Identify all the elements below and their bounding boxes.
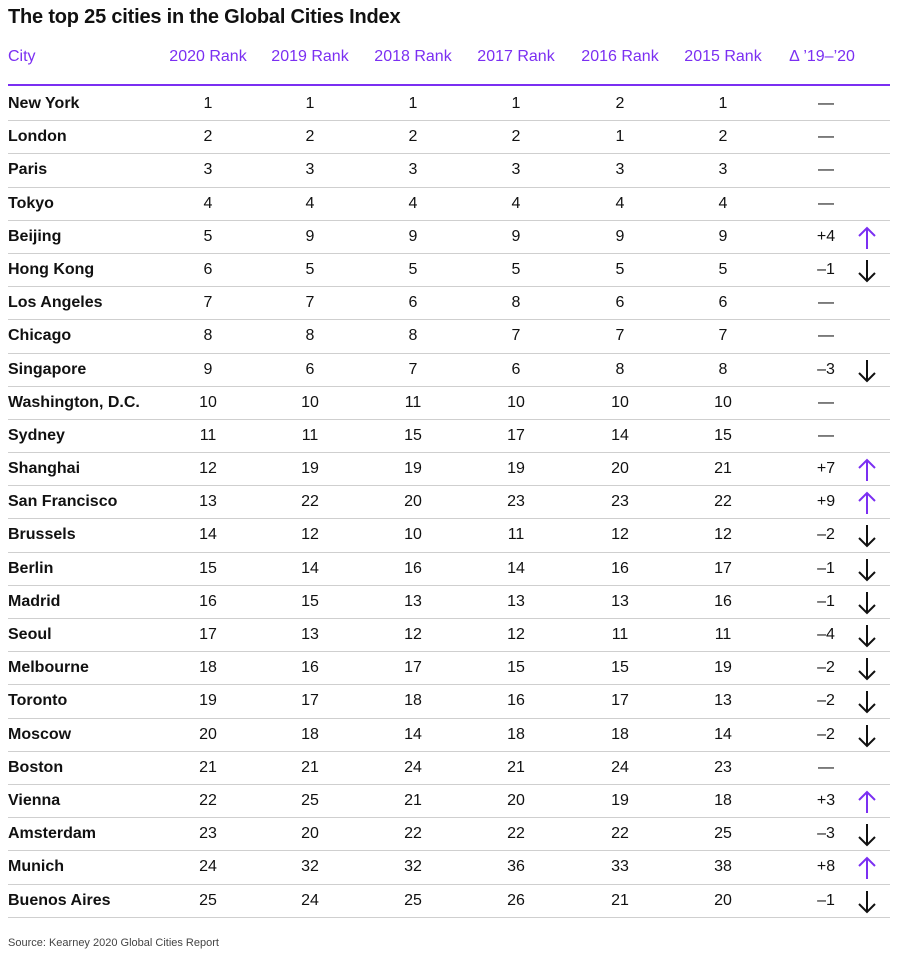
rank-2016: 20 [611, 460, 629, 478]
rank-2016: 12 [611, 526, 629, 544]
rank-2020: 4 [203, 194, 213, 212]
rank-2018: 11 [404, 393, 422, 411]
table-row [8, 188, 890, 221]
rank-2015: 13 [714, 692, 732, 710]
rank-2020: 6 [203, 260, 213, 278]
table-row [8, 752, 890, 785]
table-row [8, 685, 890, 718]
rank-2018: 15 [404, 426, 422, 444]
rank-change: +7 [816, 460, 836, 478]
rank-2017: 2 [511, 128, 521, 146]
city-name: Shanghai [8, 460, 81, 478]
table-row [8, 287, 890, 320]
rank-2016: 1 [615, 128, 625, 146]
table-row [8, 387, 890, 420]
rank-2017: 26 [507, 891, 525, 909]
rank-2016: 7 [615, 327, 625, 345]
city-name: Toronto [8, 692, 68, 710]
city-name: Brussels [8, 526, 76, 544]
rank-2015: 8 [718, 360, 728, 378]
rank-2020: 12 [199, 460, 217, 478]
table-body [8, 88, 890, 918]
table-row [8, 420, 890, 453]
rank-2018: 10 [404, 526, 422, 544]
rank-2016: 6 [615, 294, 625, 312]
rank-2017: 8 [511, 294, 521, 312]
rank-2017: 14 [507, 559, 525, 577]
rank-2015: 11 [714, 626, 732, 643]
rank-2015: 12 [714, 526, 732, 544]
rank-2020: 9 [203, 360, 213, 378]
rank-change: –2 [817, 692, 835, 710]
rank-2019: 17 [301, 692, 319, 710]
arrow-down-icon [856, 523, 878, 549]
rank-2019: 11 [301, 426, 319, 444]
rank-2015: 2 [718, 128, 728, 146]
rank-2017: 3 [511, 161, 521, 179]
arrow-up-icon [856, 855, 878, 881]
rank-2015: 6 [718, 294, 728, 312]
rank-2016: 4 [615, 194, 625, 212]
rank-2018: 24 [404, 758, 422, 776]
rank-change: — [818, 294, 834, 312]
table-row [8, 519, 890, 552]
column-header-2016: 2016 Rank [581, 48, 659, 65]
rank-2017: 21 [507, 758, 525, 776]
rank-2017: 16 [507, 692, 525, 710]
rank-change: –1 [817, 891, 835, 909]
rank-change: +4 [816, 227, 836, 245]
rank-2016: 2 [615, 95, 625, 112]
rank-2016: 3 [615, 161, 625, 179]
rank-2020: 10 [199, 393, 217, 411]
rank-2018: 32 [404, 858, 422, 876]
rank-2017: 20 [507, 791, 525, 809]
table-header [8, 42, 890, 82]
rank-2018: 20 [404, 493, 422, 511]
rank-2018: 6 [408, 294, 418, 312]
column-header-2017: 2017 Rank [477, 48, 555, 65]
rank-2016: 9 [615, 227, 625, 245]
header-rule [8, 84, 890, 86]
rank-change: — [818, 393, 834, 411]
table-row [8, 486, 890, 519]
rank-2018: 22 [404, 825, 422, 843]
rank-2015: 18 [714, 791, 732, 809]
rank-2017: 1 [511, 95, 521, 112]
city-name: San Francisco [8, 493, 118, 511]
rank-2018: 4 [408, 194, 418, 212]
table-row [8, 254, 890, 287]
rank-2018: 13 [404, 592, 422, 610]
rank-2018: 21 [404, 791, 422, 809]
rank-2017: 11 [507, 526, 525, 544]
rank-2020: 19 [199, 692, 217, 710]
rank-2015: 10 [714, 393, 732, 411]
table-row [8, 586, 890, 619]
rank-2019: 10 [301, 393, 319, 411]
city-name: Beijing [8, 227, 62, 245]
rank-2015: 5 [718, 260, 728, 278]
rank-2019: 5 [305, 260, 315, 278]
rank-2017: 5 [511, 260, 521, 278]
arrow-down-icon [856, 623, 878, 649]
rank-2015: 15 [714, 426, 732, 444]
rank-2015: 19 [714, 659, 732, 677]
rank-change: +8 [816, 858, 836, 876]
rank-2020: 22 [199, 791, 217, 809]
rank-2018: 17 [404, 659, 422, 677]
chart-title: The top 25 cities in the Global Cities Index [8, 6, 401, 28]
city-name: New York [8, 95, 80, 112]
column-header-2020: 2020 Rank [169, 48, 247, 65]
column-header-delta: Δ ’19–’20 [789, 48, 855, 65]
table-row [8, 818, 890, 851]
rank-2016: 24 [611, 758, 629, 776]
city-name: Washington, D.C. [8, 393, 140, 411]
rank-2015: 14 [714, 725, 732, 743]
rank-2016: 21 [611, 891, 629, 909]
table-row [8, 851, 890, 884]
rank-2015: 1 [718, 95, 728, 112]
arrow-down-icon [856, 358, 878, 384]
rank-change: –4 [817, 626, 835, 643]
rank-2020: 5 [203, 227, 213, 245]
rank-2020: 13 [199, 493, 217, 511]
rank-2019: 24 [301, 891, 319, 909]
rank-2017: 13 [507, 592, 525, 610]
rank-2019: 1 [305, 95, 315, 112]
rank-2017: 9 [511, 227, 521, 245]
rank-2018: 2 [408, 128, 418, 146]
table-row [8, 320, 890, 353]
table-row [8, 354, 890, 387]
rank-2017: 15 [507, 659, 525, 677]
rank-change: –2 [817, 526, 835, 544]
rank-2019: 7 [305, 294, 315, 312]
rank-2017: 6 [511, 360, 521, 378]
column-header-city: City [8, 48, 36, 65]
source-note: Source: Kearney 2020 Global Cities Report [8, 937, 219, 949]
rank-change: — [818, 327, 834, 345]
rank-2016: 14 [611, 426, 629, 444]
city-name: Sydney [8, 426, 65, 444]
rank-change: –1 [817, 592, 835, 610]
rank-2020: 25 [199, 891, 217, 909]
arrow-down-icon [856, 822, 878, 848]
rank-change: –2 [817, 725, 835, 743]
rank-2017: 22 [507, 825, 525, 843]
arrow-down-icon [856, 723, 878, 749]
rank-2016: 23 [611, 493, 629, 511]
rank-2018: 16 [404, 559, 422, 577]
rank-2017: 10 [507, 393, 525, 411]
rank-change: +3 [816, 791, 836, 809]
city-name: Munich [8, 858, 64, 876]
rank-change: — [818, 194, 834, 212]
rank-2015: 25 [714, 825, 732, 843]
table-row [8, 121, 890, 154]
table-row [8, 553, 890, 586]
rank-2015: 23 [714, 758, 732, 776]
rank-2020: 16 [199, 592, 217, 610]
rank-2015: 7 [718, 327, 728, 345]
rank-2018: 14 [404, 725, 422, 743]
table-row [8, 885, 890, 918]
rank-change: –2 [817, 659, 835, 677]
table-row [8, 652, 890, 685]
rank-2019: 21 [301, 758, 319, 776]
rank-2020: 7 [203, 294, 213, 312]
city-name: Tokyo [8, 194, 54, 212]
rank-2017: 12 [507, 626, 525, 643]
arrow-up-icon [856, 789, 878, 815]
city-name: Boston [8, 758, 64, 776]
rank-2018: 18 [404, 692, 422, 710]
rank-2019: 25 [301, 791, 319, 809]
city-name: London [8, 128, 67, 146]
rank-change: –3 [817, 360, 835, 378]
rank-2018: 8 [408, 327, 418, 345]
rank-2020: 24 [199, 858, 217, 876]
rank-2019: 15 [301, 592, 319, 610]
rank-change: — [818, 758, 834, 776]
city-name: Melbourne [8, 659, 89, 677]
table-row [8, 785, 890, 818]
rank-2019: 16 [301, 659, 319, 677]
rank-2020: 14 [199, 526, 217, 544]
rank-2018: 25 [404, 891, 422, 909]
rank-2016: 17 [611, 692, 629, 710]
rank-2016: 19 [611, 791, 629, 809]
rank-2016: 16 [611, 559, 629, 577]
table-row [8, 619, 890, 652]
rank-change: –3 [817, 825, 835, 843]
rank-2017: 17 [507, 426, 525, 444]
rank-2015: 38 [714, 858, 732, 876]
rank-2018: 1 [408, 95, 418, 112]
rank-2015: 17 [714, 559, 732, 577]
rank-2020: 20 [199, 725, 217, 743]
rank-2017: 18 [507, 725, 525, 743]
rank-2019: 12 [301, 526, 319, 544]
arrow-down-icon [856, 656, 878, 682]
rank-change: — [818, 426, 834, 444]
rank-change: –1 [817, 260, 835, 278]
table-row [8, 154, 890, 187]
rank-2016: 15 [611, 659, 629, 677]
rank-2018: 12 [404, 626, 422, 643]
city-name: Chicago [8, 327, 72, 345]
rank-2020: 15 [199, 559, 217, 577]
rank-2018: 3 [408, 161, 418, 179]
rank-2019: 13 [301, 626, 319, 643]
city-name: Amsterdam [8, 825, 97, 843]
arrow-down-icon [856, 689, 878, 715]
city-name: Los Angeles [8, 294, 103, 312]
rank-2020: 3 [203, 161, 213, 179]
column-header-2015: 2015 Rank [684, 48, 762, 65]
city-name: Hong Kong [8, 260, 95, 278]
city-name: Paris [8, 161, 48, 179]
rank-2020: 1 [203, 95, 213, 112]
rank-2017: 36 [507, 858, 525, 876]
rank-change: — [818, 95, 834, 112]
rank-change: –1 [817, 559, 835, 577]
rank-2017: 23 [507, 493, 525, 511]
rank-2015: 4 [718, 194, 728, 212]
city-name: Buenos Aires [8, 891, 111, 909]
rank-2017: 4 [511, 194, 521, 212]
rank-2017: 7 [511, 327, 521, 345]
rank-2019: 18 [301, 725, 319, 743]
arrow-up-icon [856, 490, 878, 516]
city-name: Madrid [8, 592, 61, 610]
city-name: Seoul [8, 626, 52, 643]
rank-2019: 19 [301, 460, 319, 478]
rank-2018: 5 [408, 260, 418, 278]
rank-2015: 16 [714, 592, 732, 610]
rank-2019: 6 [305, 360, 315, 378]
table-row [8, 221, 890, 254]
rank-2020: 2 [203, 128, 213, 146]
rank-2019: 8 [305, 327, 315, 345]
rank-2020: 18 [199, 659, 217, 677]
rank-2019: 9 [305, 227, 315, 245]
rank-2015: 3 [718, 161, 728, 179]
rank-2020: 21 [199, 758, 217, 776]
rank-2019: 4 [305, 194, 315, 212]
rank-2017: 19 [507, 460, 525, 478]
arrow-down-icon [856, 557, 878, 583]
rank-change: — [818, 128, 834, 146]
rank-2016: 13 [611, 592, 629, 610]
rank-2016: 5 [615, 260, 625, 278]
column-header-2019: 2019 Rank [271, 48, 349, 65]
rank-2019: 32 [301, 858, 319, 876]
table-row [8, 453, 890, 486]
rank-2019: 20 [301, 825, 319, 843]
rank-2016: 10 [611, 393, 629, 411]
rank-change: +9 [816, 493, 836, 511]
rank-2018: 19 [404, 460, 422, 478]
rank-2018: 9 [408, 227, 418, 245]
rank-2016: 22 [611, 825, 629, 843]
rank-2020: 11 [199, 426, 217, 444]
rank-2019: 2 [305, 128, 315, 146]
rank-change: — [818, 161, 834, 179]
table-row [8, 88, 890, 121]
column-header-2018: 2018 Rank [374, 48, 452, 65]
arrow-down-icon [856, 889, 878, 915]
rank-2015: 21 [714, 460, 732, 478]
city-name: Singapore [8, 360, 87, 378]
city-name: Moscow [8, 725, 72, 743]
rank-2016: 33 [611, 858, 629, 876]
rank-2015: 20 [714, 891, 732, 909]
rank-2016: 11 [611, 626, 629, 643]
rank-2015: 22 [714, 493, 732, 511]
rank-2019: 14 [301, 559, 319, 577]
rank-2015: 9 [718, 227, 728, 245]
arrow-up-icon [856, 457, 878, 483]
arrow-down-icon [856, 590, 878, 616]
rank-2016: 8 [615, 360, 625, 378]
arrow-up-icon [856, 225, 878, 251]
rank-2019: 22 [301, 493, 319, 511]
rank-2020: 23 [199, 825, 217, 843]
arrow-down-icon [856, 258, 878, 284]
table-row [8, 719, 890, 752]
rank-2019: 3 [305, 161, 315, 179]
rank-2020: 17 [199, 626, 217, 643]
rank-2018: 7 [408, 360, 418, 378]
rank-2016: 18 [611, 725, 629, 743]
city-name: Vienna [8, 791, 61, 809]
city-name: Berlin [8, 559, 54, 577]
rank-2020: 8 [203, 327, 213, 345]
